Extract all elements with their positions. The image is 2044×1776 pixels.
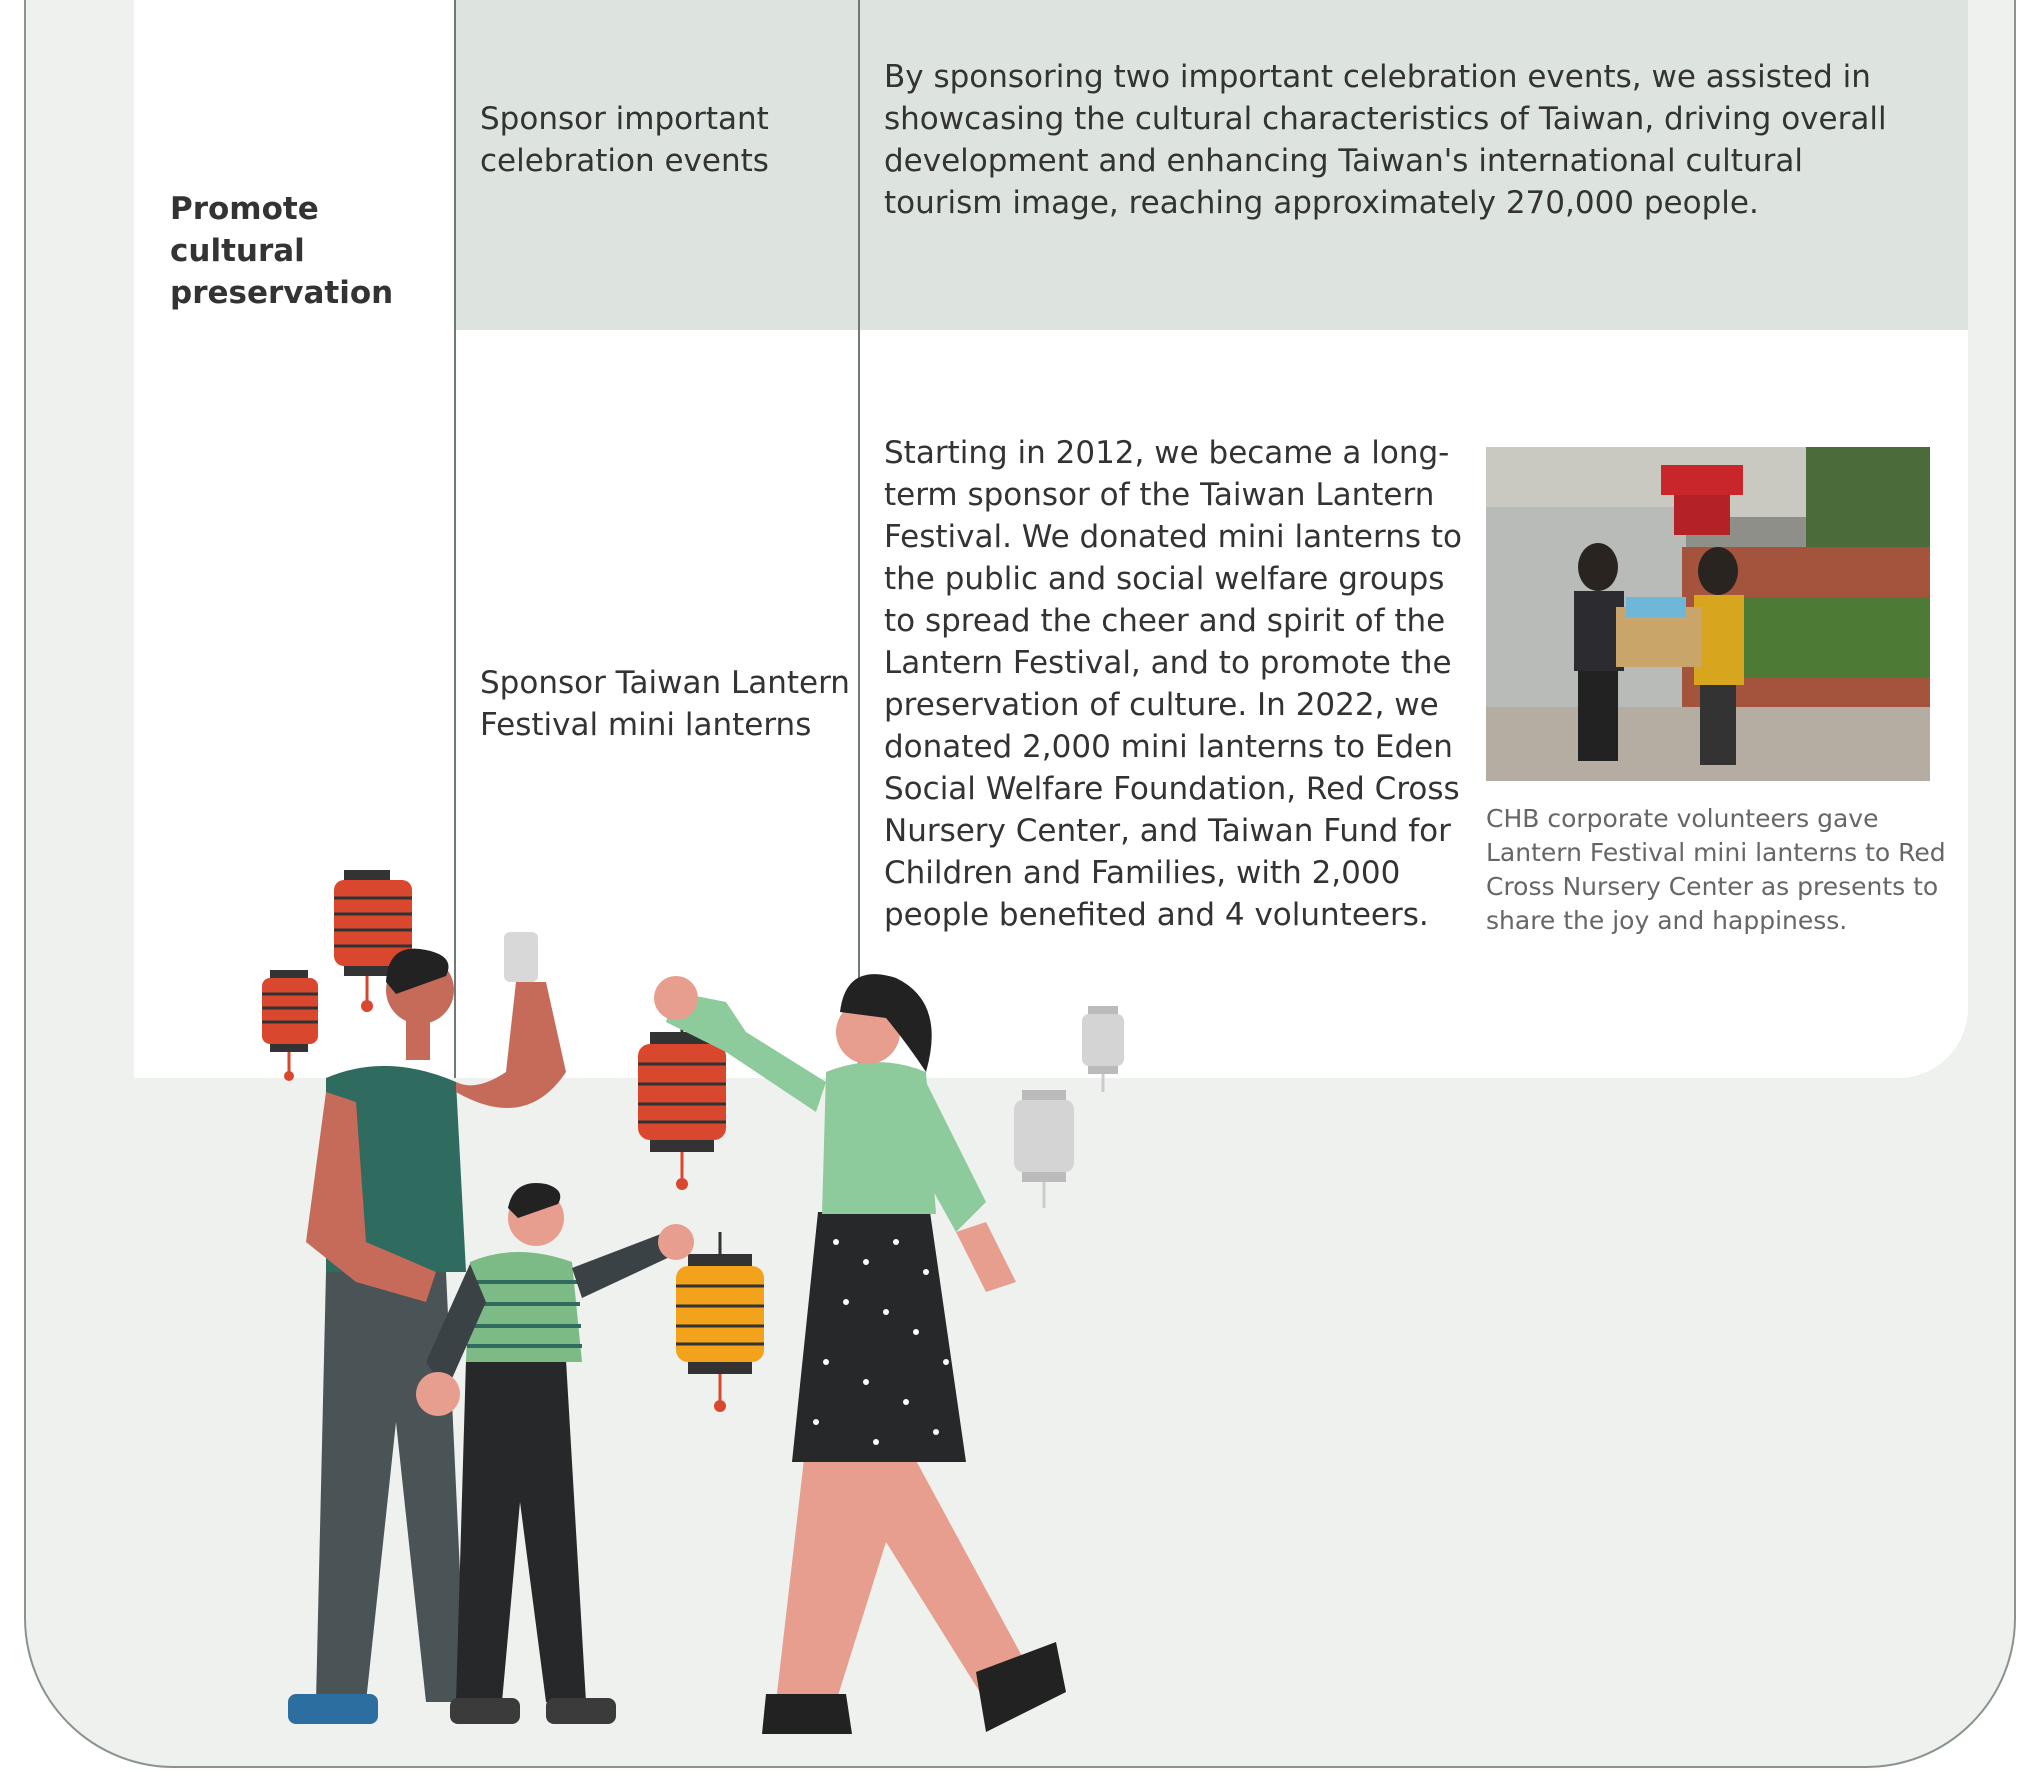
lantern-family-illustration xyxy=(26,0,2016,1768)
row-description-celebration: By sponsoring two important celebration events, we assisted in showcasing the cultural characteristics of Taiwan, driving overall development and enhancing Taiwan's international cultural tourism image, reaching approximately 270,000 people. xyxy=(884,59,1887,221)
row-description-lantern: Starting in 2012, we became a long-term sponsor of the Taiwan Lantern Festival. We donated mini lanterns to the public and social welfare groups to spread the cheer and spirit of the Lantern Festival, and to promote the preservation of culture. In 2022, we donated 2,000 mini lanterns to Eden Social Welfare Foundation, Red Cross Nursery Center, and Taiwan Fund for Children and Families, with 2,000 people benefited and 4 volunteers. xyxy=(884,435,1462,933)
photo-caption: CHB corporate volunteers gave Lantern Festival mini lanterns to Red Cross Nursery Center as presents to share the joy and happiness. xyxy=(1486,804,1946,935)
category-label: Promote cultural preservation xyxy=(170,191,394,311)
lantern-red-small-icon xyxy=(262,970,318,1081)
page-frame xyxy=(24,0,2016,1768)
lantern-grey-icon xyxy=(1014,1006,1124,1208)
row-item-lantern: Sponsor Taiwan Lantern Festival mini lanterns xyxy=(480,665,850,743)
lantern-held-orange-icon xyxy=(676,1232,764,1412)
row-item-celebration: Sponsor important celebration events xyxy=(480,101,769,179)
